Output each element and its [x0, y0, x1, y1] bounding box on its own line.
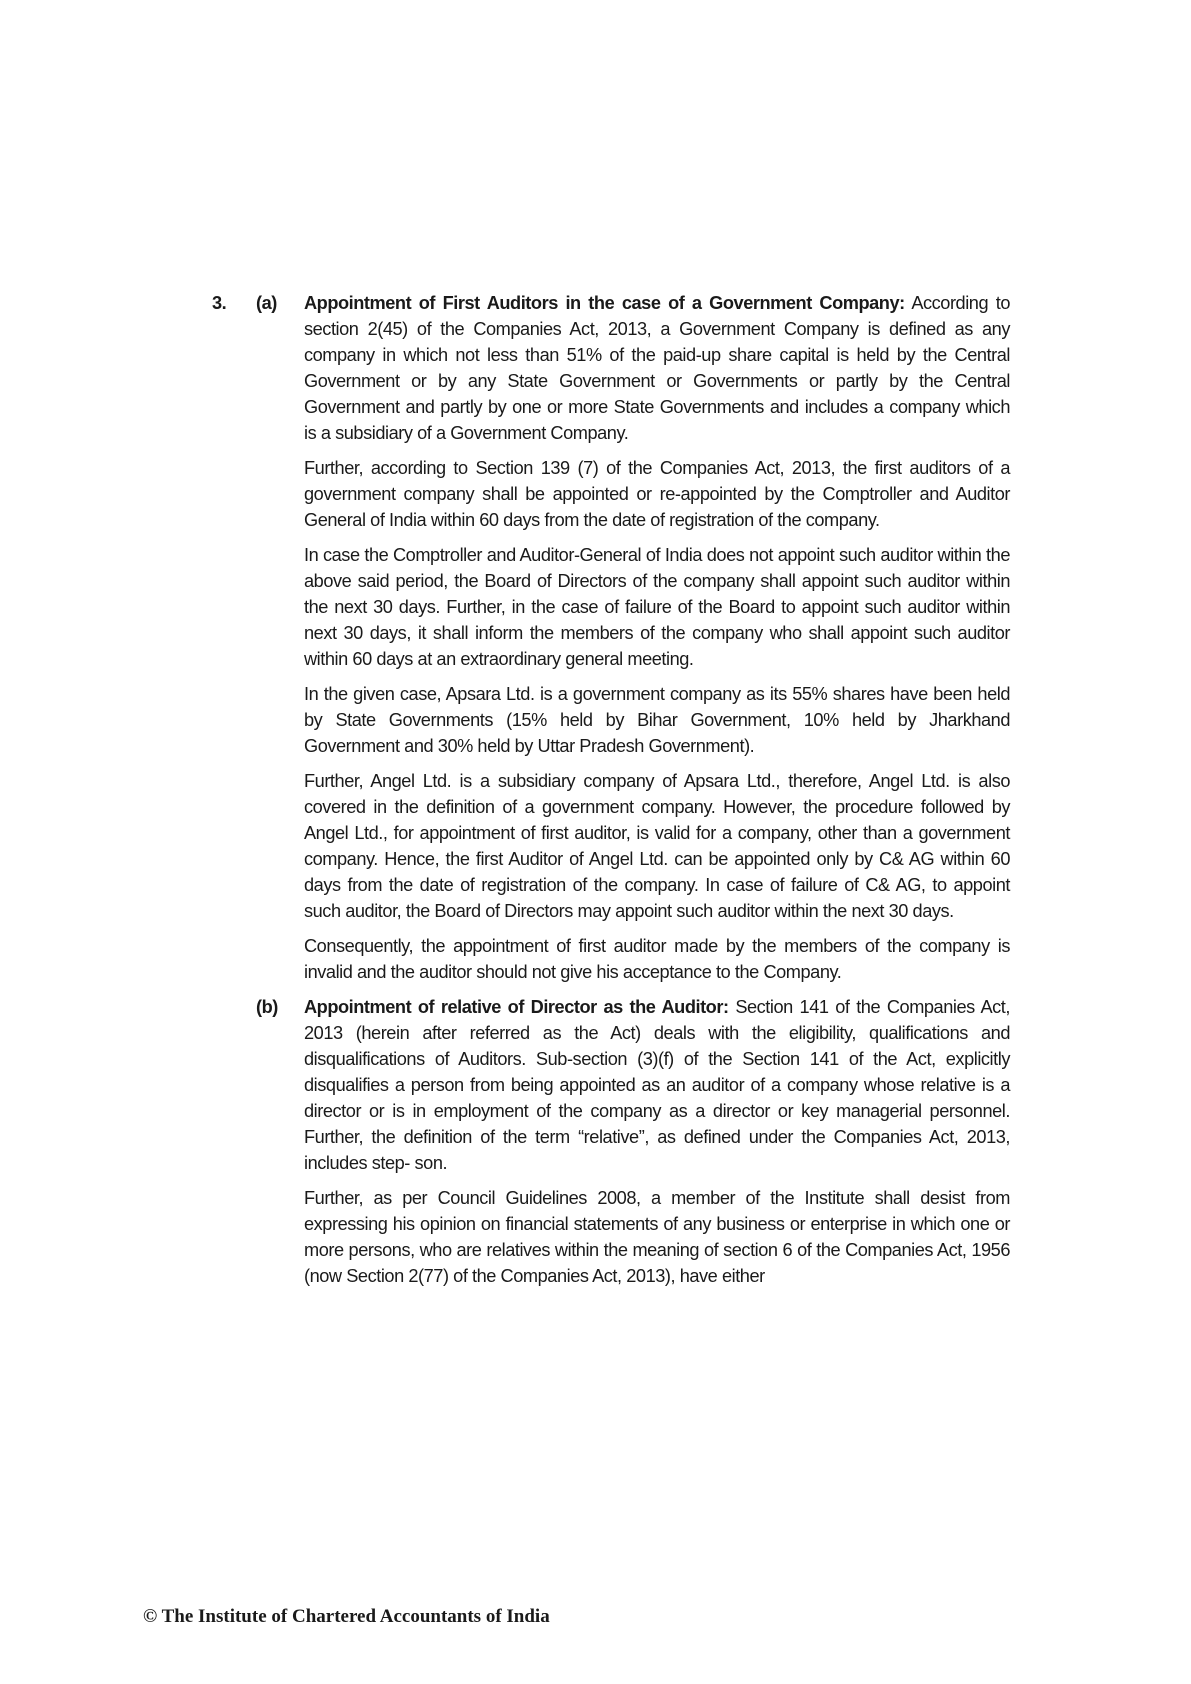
part-a-paragraph-4: In the given case, Apsara Ltd. is a government company as its 55% shares have been held by State Governments (15% held by Bihar Government, 10% held by Jharkhand Government and 30% held by Uttar Pradesh Government). [304, 684, 1010, 756]
part-a [212, 290, 1010, 985]
part-b-label: (b) [256, 997, 278, 1017]
part-a-paragraph-2: Further, according to Section 139 (7) of the Companies Act, 2013, the first auditors of a government company shall be appointed or re-appointed by the Comptroller and Auditor General of India within 60 days from the date of registration of the company. [304, 458, 1010, 530]
part-b-heading: Appointment of relative of Director as the Auditor: [304, 997, 729, 1017]
question-number: 3. [212, 293, 227, 313]
answer-content [212, 290, 1010, 1298]
part-a-paragraph-5: Further, Angel Ltd. is a subsidiary company of Apsara Ltd., therefore, Angel Ltd. is also covered in the definition of a government company. However, the procedure followed by Angel Ltd., for appointment of first auditor, is valid for a company, other than a government company. Hence, the first Auditor of Angel Ltd. can be appointed only by C& AG within 60 days from the date of registration of the company. In case of failure of C& AG, to appoint such auditor, the Board of Directors may appoint such auditor within the next 30 days. [304, 771, 1010, 921]
part-a-label: (a) [256, 293, 277, 313]
part-b-paragraph-2: Further, as per Council Guidelines 2008, a member of the Institute shall desist from expressing his opinion on financial statements of any business or enterprise in which one or more persons, who are relatives within the meaning of section 6 of the Companies Act, 1956 (now Section 2(77) of the Companies Act, 2013), have either [304, 1188, 1010, 1286]
part-a-paragraph-1: Appointment of First Auditors in the case of a Government Company: According to section 2(45) of the Companies Act, 2013, a Government Company is defined as any company in which not less than 51% of the paid-up share capital is held by the Central Government or by any State Government or Governments or partly by the Central Government and partly by one or more State Governments and includes a company which is a subsidiary of a Government Company. [304, 293, 1010, 443]
part-a-paragraph-3: In case the Comptroller and Auditor-General of India does not appoint such auditor within the above said period, the Board of Directors of the company shall appoint such auditor within the next 30 days. Further, in the case of failure of the Board to appoint such auditor within next 30 days, it shall inform the members of the company who shall appoint such auditor within 60 days at an extraordinary general meeting. [304, 545, 1010, 669]
part-b-paragraph-1: Appointment of relative of Director as the Auditor: Section 141 of the Companies Act, 2013 (herein after referred as the Act) deals with the eligibility, qualifications and disqualifications of Auditors. Sub-section (3)(f) of the Section 141 of the Act, explicitly disqualifies a person from being appointed as an auditor of a company whose relative is a director or is in employment of the company as a director or key managerial personnel. Further, the definition of the term “relative”, as defined under the Companies Act, 2013, includes step- son. [304, 997, 1011, 1173]
part-a-paragraph-6: Consequently, the appointment of first auditor made by the members of the company is invalid and the auditor should not give his acceptance to the Company. [304, 936, 1010, 982]
copyright-footer: © The Institute of Chartered Accountants of India [143, 1606, 550, 1627]
part-a-heading: Appointment of First Auditors in the case of a Government Company: [304, 293, 905, 313]
part-b [212, 994, 1010, 1289]
